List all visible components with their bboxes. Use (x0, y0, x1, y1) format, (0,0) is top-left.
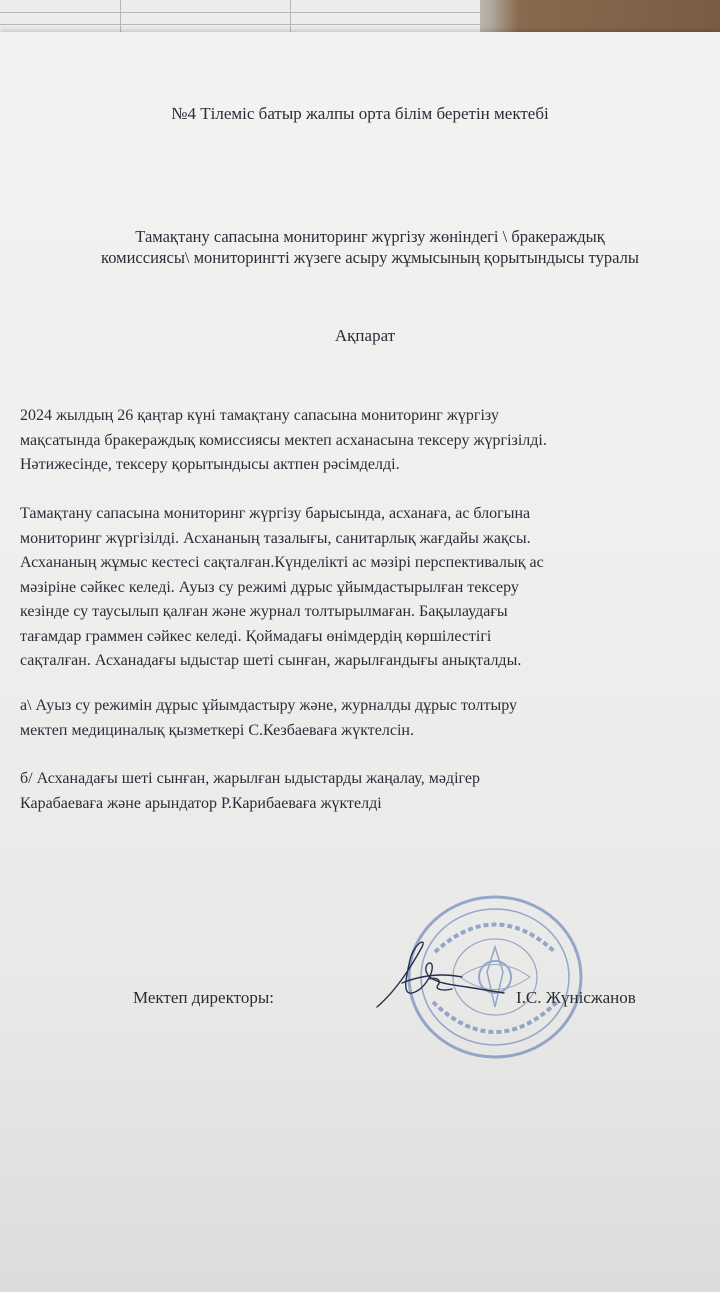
text-line: мектеп медициналық қызметкері С.Кезбаеваға жүктелсін. (20, 721, 414, 739)
signature-icon (372, 935, 512, 1015)
title-line: комиссиясы\ мониторингті жүзеге асыру жұмысының қорытындысы туралы (101, 248, 639, 267)
text-line: мониторинг жүргізілді. Асхананың тазалығы, санитарлық жағдайы жақсы. (20, 529, 531, 547)
document-type: Ақпарат (334, 326, 396, 345)
school-name: №4 Тілеміс батыр жалпы орта білім беретін мектебі (171, 104, 549, 123)
text-line: кезінде су таусылып қалған және журнал толтырылмаған. Бақылаудағы (20, 603, 508, 620)
text-line: Тамақтану сапасына мониторинг жүргізу барысында, асханаға, ас блогына (20, 505, 531, 522)
text-line: б/ Асханадағы шеті сынған, жарылған ыдыстарды жаңалау, мәдігер (20, 770, 480, 787)
paragraph-3 (20, 694, 720, 743)
document-title (20, 226, 720, 268)
background-ruling (120, 0, 121, 36)
background-ruling (0, 12, 480, 13)
text-line: Нәтижесінде, тексеру қорытындысы актпен рәсімделді. (20, 456, 400, 473)
text-line: Асхананың жұмыс кестесі сақталған.Күнделікті ас мәзірі перспективалық ас (20, 554, 544, 571)
background-ruling (0, 24, 480, 25)
paragraph-4 (20, 767, 720, 816)
text-line: 2024 жылдың 26 қаңтар күні тамақтану сапасына мониторинг жүргізу (20, 407, 499, 424)
paragraph-2 (20, 502, 720, 674)
text-line: тағамдар граммен сәйкес келеді. Қоймадағы өнімдердің көршілестігі (20, 627, 492, 645)
text-line: а\ Ауыз су режимін дұрыс ұйымдастыру және, журналды дұрыс толтыру (20, 697, 518, 714)
signatory-name: І.С. Жүнісжанов (516, 988, 636, 1007)
signature-label: Мектеп директоры: (133, 988, 274, 1007)
background-ruling (290, 0, 291, 36)
paragraph-1 (20, 404, 720, 478)
text-line: мәзіріне сәйкес келеді. Ауыз су режимі дұрыс ұйымдастырылған тексеру (20, 578, 519, 596)
text-line: мақсатында бракераждық комиссиясы мектеп асханасына тексеру жүргізілді. (20, 431, 547, 449)
text-line: сақталған. Асханадағы ыдыстар шеті сынған, жарылғандығы анықталды. (20, 652, 522, 669)
title-line: Тамақтану сапасына мониторинг жүргізу жөніндегі \ бракераждық (135, 227, 605, 246)
text-line: Карабаеваға және арындатор Р.Карибаеваға жүктелді (20, 794, 382, 812)
